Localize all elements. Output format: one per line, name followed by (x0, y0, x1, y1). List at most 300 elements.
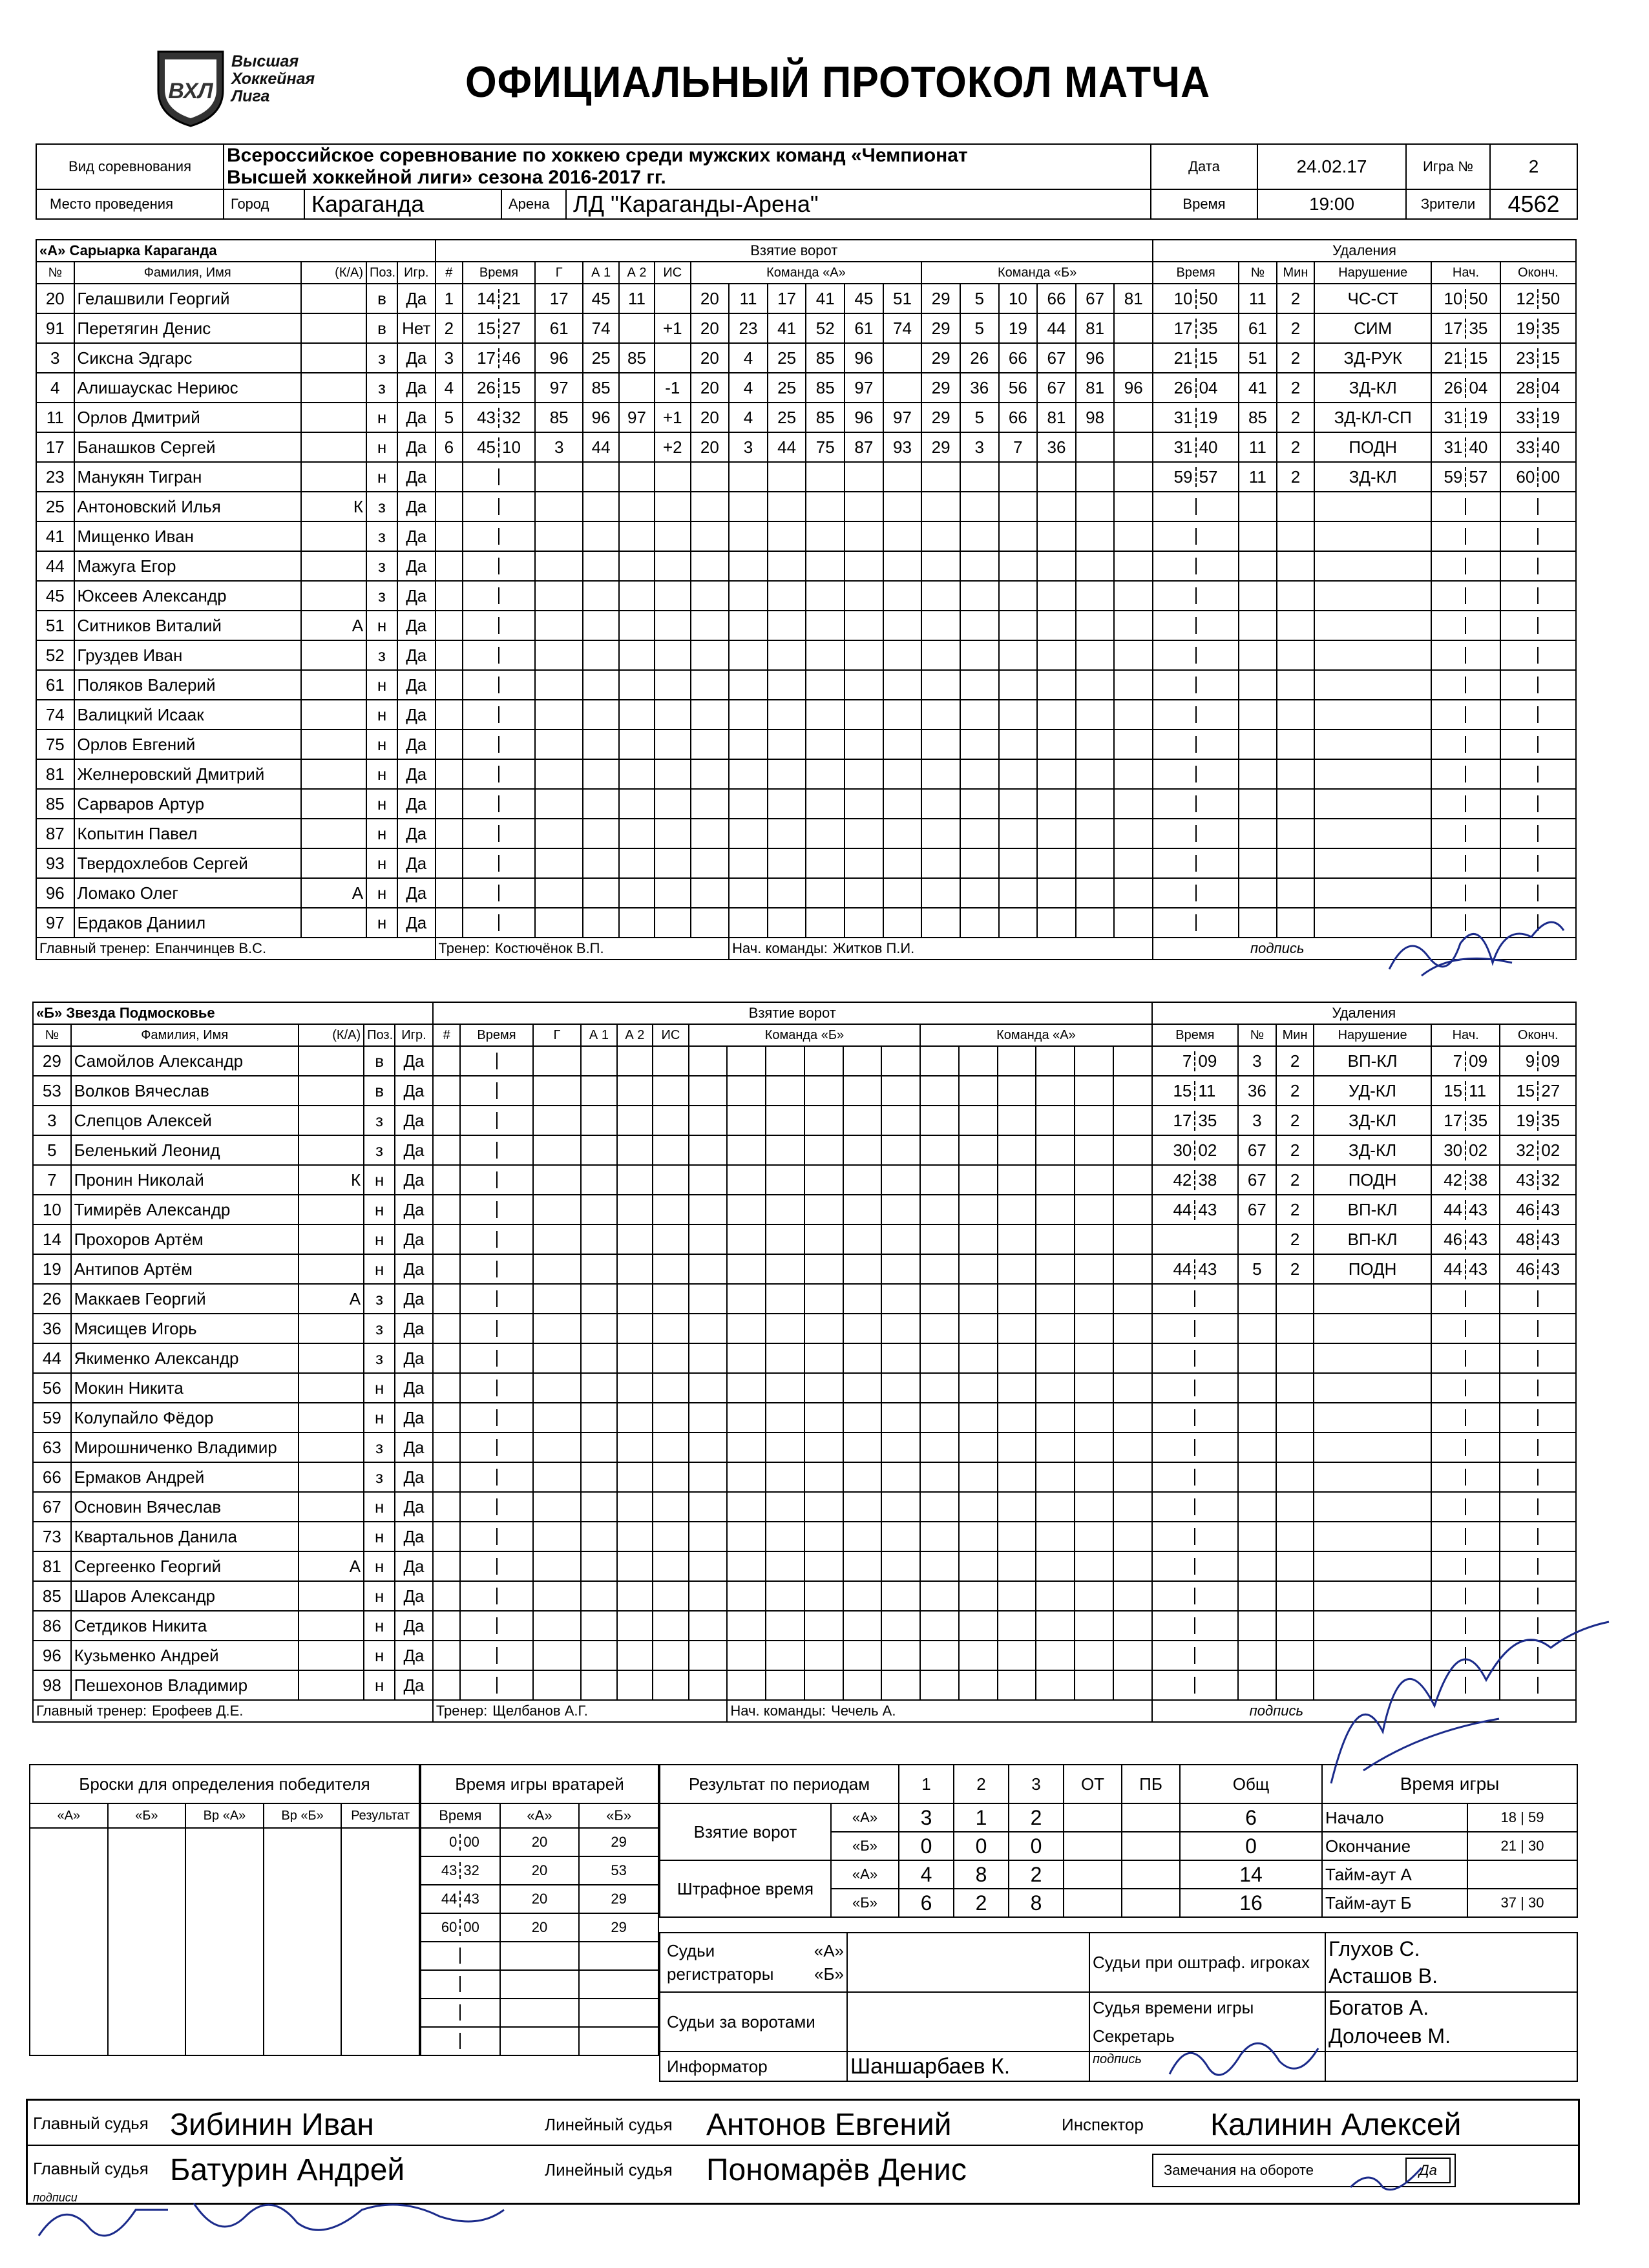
penalty-end (1500, 1046, 1576, 1076)
seconds: 19 (1195, 408, 1239, 428)
on-ice-cell (920, 1492, 959, 1522)
penalty-end (1500, 611, 1576, 640)
on-ice-cell (1113, 1076, 1152, 1106)
penalty-infraction (1314, 700, 1431, 730)
penalty-player: 67 (1238, 1165, 1276, 1195)
player-name: Мирошниченко Владимир (71, 1433, 299, 1462)
on-ice-cell (768, 700, 806, 730)
player-name: Юксеев Александр (74, 581, 301, 611)
goal-cell (583, 670, 618, 700)
player-name: Желнеровский Дмитрий (74, 759, 301, 789)
penalties-header: Удаления (1153, 240, 1576, 262)
on-ice-cell (1076, 640, 1115, 670)
penalty-start (1431, 1165, 1500, 1195)
minutes: 21 (1444, 348, 1463, 368)
goal-cell (533, 1314, 582, 1343)
on-ice-cell (1036, 1106, 1075, 1135)
penalty-start (1431, 343, 1500, 373)
goal-cell (533, 1581, 582, 1611)
player-name: Манукян Тигран (74, 462, 301, 492)
competition-label: Вид соревнования (36, 144, 224, 189)
seconds: 43 (1537, 1259, 1575, 1279)
goalie-row (421, 1828, 658, 1856)
seconds: 04 (1537, 378, 1575, 398)
goal-time (463, 640, 535, 670)
goalie-column-header: Время (421, 1803, 500, 1828)
seconds: 35 (1194, 1111, 1237, 1131)
goal-assist-2: 97 (619, 403, 655, 432)
player-played: Да (397, 581, 436, 611)
penalty-infraction: ЧС-СТ (1314, 284, 1431, 313)
goal-number (433, 1462, 461, 1492)
on-ice-cell (766, 1641, 804, 1670)
penalty-player (1239, 789, 1277, 819)
goal-number (433, 1135, 461, 1165)
on-ice-cell (804, 1522, 843, 1551)
goal-number: 2 (436, 313, 463, 343)
player-position: н (364, 1670, 395, 1700)
player-row (36, 848, 1576, 878)
goal-scorer: 61 (535, 313, 583, 343)
seconds: 15 (498, 378, 534, 398)
on-ice-opponent: 10 (999, 284, 1038, 313)
penalty-player: 67 (1238, 1135, 1276, 1165)
on-ice-cell (843, 1522, 882, 1551)
minutes: 42 (1444, 1170, 1463, 1190)
on-ice-cell (1075, 1581, 1113, 1611)
penalty-end (1500, 1254, 1576, 1284)
goal-cell (653, 1403, 688, 1433)
on-ice-cell (998, 1046, 1036, 1076)
goal-cell (655, 819, 690, 848)
penalty-infraction (1314, 730, 1431, 759)
player-role (299, 1462, 364, 1492)
on-ice-cell (1076, 521, 1115, 551)
penalty-time (1153, 284, 1239, 313)
penalty-time (1153, 373, 1239, 403)
on-ice-cell (727, 1135, 766, 1165)
player-number: 17 (36, 432, 74, 462)
goalie-change-time (421, 1970, 500, 1999)
penalty-minutes (1276, 1462, 1314, 1492)
on-ice-cell (727, 1284, 766, 1314)
on-ice-cell (766, 1462, 804, 1492)
player-played: Да (395, 1046, 433, 1076)
goal-cell (653, 1046, 688, 1076)
penalty-player: 3 (1238, 1046, 1276, 1076)
on-ice-cell (883, 551, 922, 581)
spectators-label: Зрители (1406, 189, 1490, 219)
on-ice-cell (729, 521, 768, 551)
on-ice-cell (845, 908, 883, 938)
minutes: 15 (1516, 1080, 1535, 1100)
penalty-start (1431, 1581, 1500, 1611)
on-ice-cell (843, 1492, 882, 1522)
goal-cell (583, 759, 618, 789)
goalie-a: 20 (500, 1856, 580, 1885)
on-ice-cell (959, 1581, 998, 1611)
goal-cell (535, 848, 583, 878)
minutes: 26 (477, 377, 496, 397)
on-ice-cell (999, 759, 1038, 789)
penalty-player: 5 (1238, 1254, 1276, 1284)
player-row (33, 1611, 1576, 1641)
goal-cell (533, 1433, 582, 1462)
penalty-end (1500, 1433, 1576, 1462)
seconds: 02 (1465, 1140, 1499, 1160)
on-ice-cell (1113, 1343, 1152, 1373)
minutes: 21 (1173, 348, 1193, 368)
on-ice-opponent: 67 (1037, 373, 1076, 403)
goal-time (460, 1284, 532, 1314)
penalty-end (1500, 581, 1576, 611)
player-name: Самойлов Александр (71, 1046, 299, 1076)
coach-name: Костючёнок В.П. (494, 940, 604, 956)
player-position: н (366, 789, 397, 819)
referees-row-1 (28, 2101, 1578, 2146)
on-ice-cell (1076, 848, 1115, 878)
player-name: Поляков Валерий (74, 670, 301, 700)
penalty-infraction (1314, 1284, 1431, 1314)
goal-number: 3 (436, 343, 463, 373)
penalty-end (1500, 700, 1576, 730)
goalie-row (421, 1999, 658, 2027)
period-value (1064, 1832, 1122, 1860)
penalty-player (1239, 581, 1277, 611)
penalty-minutes (1276, 1343, 1314, 1373)
on-ice-cell (804, 1492, 843, 1522)
on-ice-cell (843, 1046, 882, 1076)
on-ice-cell (960, 492, 999, 521)
on-ice-player: 4 (729, 373, 768, 403)
goal-cell (617, 1373, 653, 1403)
on-ice-cell (960, 700, 999, 730)
shootout-cell (108, 1856, 186, 1885)
goal-cell (583, 700, 618, 730)
goal-time (460, 1254, 532, 1284)
minutes: 26 (1444, 377, 1463, 397)
shootout-column-header: Результат (341, 1803, 419, 1828)
seconds: 11 (1465, 1081, 1499, 1101)
on-ice-cell (691, 581, 730, 611)
period-column-header: 2 (954, 1765, 1009, 1803)
penalty-player (1239, 848, 1277, 878)
on-ice-cell (845, 730, 883, 759)
goal-number (433, 1641, 461, 1670)
seconds: 00 (459, 1834, 499, 1851)
on-ice-cell (881, 1046, 920, 1076)
on-ice-cell (766, 1254, 804, 1284)
on-ice-player: 20 (691, 313, 730, 343)
on-ice-cell (766, 1224, 804, 1254)
penalty-start (1431, 1611, 1500, 1641)
competition-value (224, 144, 1151, 189)
goal-cell (581, 1195, 616, 1224)
player-number: 44 (33, 1343, 71, 1373)
on-ice-cell (883, 670, 922, 700)
start-min: 18 (1500, 1809, 1517, 1825)
on-ice-cell (1037, 521, 1076, 551)
on-ice-cell (768, 640, 806, 670)
on-ice-cell (920, 1343, 959, 1373)
on-ice-cell (1037, 848, 1076, 878)
player-played: Да (395, 1076, 433, 1106)
goal-cell (581, 1284, 616, 1314)
player-played: Да (395, 1106, 433, 1135)
player-number: 11 (36, 403, 74, 432)
penalty-time (1152, 1165, 1238, 1195)
player-number: 98 (33, 1670, 71, 1700)
team-manager-label: Нач. команды: (732, 940, 828, 956)
shootout-cell (108, 1942, 186, 1970)
penalty-start (1431, 1076, 1500, 1106)
penalty-start (1431, 1106, 1500, 1135)
player-number: 3 (36, 343, 74, 373)
on-ice-cell (959, 1106, 998, 1135)
on-ice-cell (689, 1165, 728, 1195)
penalty-end (1500, 759, 1576, 789)
minutes: 44 (1173, 1259, 1192, 1279)
player-played: Да (395, 1343, 433, 1373)
penalty-minutes (1277, 670, 1315, 700)
seconds: 43 (1537, 1230, 1575, 1250)
goal-number (433, 1165, 461, 1195)
goal-scorer: 96 (535, 343, 583, 373)
on-ice-cell (729, 670, 768, 700)
goal-scorer: 97 (535, 373, 583, 403)
player-row (36, 700, 1576, 730)
on-ice-cell (727, 1076, 766, 1106)
player-row (36, 373, 1576, 403)
head-coach-name: Ерофеев Д.Е. (152, 1703, 244, 1719)
start-value (1467, 1803, 1577, 1832)
section-header-row (36, 240, 1576, 262)
on-ice-cell (845, 848, 883, 878)
goal-cell (533, 1611, 582, 1641)
player-played: Да (397, 432, 436, 462)
penalty-infraction: ЗД-КЛ (1314, 1135, 1431, 1165)
minutes: 17 (1173, 1110, 1192, 1130)
player-role (301, 373, 366, 403)
on-ice-cell (1075, 1403, 1113, 1433)
penalty-time (1152, 1522, 1238, 1551)
time-label: Время (1151, 189, 1257, 219)
goal-cell (655, 908, 690, 938)
penalty-player (1238, 1373, 1276, 1403)
goal-number (436, 611, 463, 640)
on-ice-player: 85 (806, 343, 845, 373)
goals-header: Взятие ворот (436, 240, 1153, 262)
on-ice-cell (689, 1551, 728, 1581)
shootout-cell (264, 1828, 342, 1856)
on-ice-cell (1114, 908, 1153, 938)
penalty-player: 36 (1238, 1076, 1276, 1106)
on-ice-cell (766, 1195, 804, 1224)
player-position: з (366, 551, 397, 581)
period-value (1064, 1860, 1122, 1889)
on-ice-cell (920, 1522, 959, 1551)
on-ice-cell (960, 759, 999, 789)
player-row (33, 1106, 1576, 1135)
goal-time (463, 789, 535, 819)
penalty-start (1431, 1551, 1500, 1581)
penalty-end (1500, 313, 1576, 343)
goal-cell (653, 1641, 688, 1670)
column-header: А 1 (581, 1024, 616, 1046)
penalty-infraction (1314, 1522, 1431, 1551)
goal-cell (617, 1195, 653, 1224)
penalty-player (1239, 908, 1277, 938)
goal-cell (653, 1106, 688, 1135)
on-ice-opponent (1114, 313, 1153, 343)
goal-assist-1: 96 (583, 403, 618, 432)
player-role (301, 670, 366, 700)
on-ice-cell (727, 1522, 766, 1551)
goal-time (463, 819, 535, 848)
seconds: 50 (1195, 289, 1239, 309)
penalty-infraction: ВП-КЛ (1314, 1046, 1431, 1076)
shootout-column-header: Вр «Б» (264, 1803, 342, 1828)
goal-cell (583, 848, 618, 878)
goalie-row (421, 1970, 658, 1999)
on-ice-cell (960, 878, 999, 908)
on-ice-cell (1113, 1581, 1152, 1611)
player-role (301, 403, 366, 432)
on-ice-cell (1036, 1314, 1075, 1343)
goal-cell (619, 521, 655, 551)
on-ice-cell (727, 1046, 766, 1076)
coaches-row (36, 938, 1576, 960)
on-ice-opponent: 98 (1076, 403, 1115, 432)
on-ice-cell (999, 700, 1038, 730)
on-ice-cell (806, 908, 845, 938)
penalty-player (1238, 1670, 1276, 1700)
goal-time (460, 1581, 532, 1611)
on-ice-cell (689, 1641, 728, 1670)
player-name: Мокин Никита (71, 1373, 299, 1403)
minutes: 19 (1516, 1110, 1535, 1130)
game-time-table (1321, 1764, 1578, 1918)
secretary-signature-cell (1325, 2052, 1577, 2081)
column-header: Время (463, 262, 535, 284)
penalty-time (1152, 1106, 1238, 1135)
penalty-infraction (1314, 848, 1431, 878)
player-name: Антоновский Илья (74, 492, 301, 521)
on-ice-cell (883, 730, 922, 759)
goal-time (460, 1076, 532, 1106)
player-role (299, 1195, 364, 1224)
timekeeper-name: Богатов А. (1329, 1996, 1429, 2019)
on-ice-cell (1114, 878, 1153, 908)
penalty-minutes (1277, 759, 1315, 789)
line-ref-label: Линейный судья (545, 2160, 673, 2179)
player-name: Сергеенко Георгий (71, 1551, 299, 1581)
player-played: Да (395, 1492, 433, 1522)
on-ice-cell (999, 819, 1038, 848)
penalty-minutes: 2 (1276, 1106, 1314, 1135)
on-ice-cell (729, 789, 768, 819)
seconds: 35 (1195, 319, 1239, 339)
penalty-start (1431, 1641, 1500, 1670)
league-name-line: Высшая (231, 52, 299, 70)
goal-cell (533, 1195, 582, 1224)
player-role (301, 462, 366, 492)
goal-cell (619, 551, 655, 581)
on-ice-cell (845, 700, 883, 730)
start-sec: 59 (1528, 1809, 1544, 1825)
penalty-start (1431, 1522, 1500, 1551)
on-ice-cell (881, 1254, 920, 1284)
on-ice-cell (883, 908, 922, 938)
on-ice-cell (727, 1343, 766, 1373)
seconds: 50 (1537, 289, 1575, 309)
period-value: 6 (899, 1889, 954, 1917)
on-ice-cell (920, 1165, 959, 1195)
arena-label: Арена (502, 190, 567, 218)
column-header: Команда «Б» (921, 262, 1153, 284)
goal-cell (653, 1254, 688, 1284)
head-coach-label: Главный тренер: (39, 940, 151, 956)
on-ice-cell (883, 700, 922, 730)
shootout-column-header: «А» (30, 1803, 108, 1828)
player-number: 41 (36, 521, 74, 551)
on-ice-opponent: 81 (1037, 403, 1076, 432)
on-ice-cell (921, 670, 960, 700)
venue-label: Место проведения (50, 196, 173, 212)
on-ice-cell (689, 1314, 728, 1343)
player-row (33, 1373, 1576, 1403)
penalty-infraction: ВП-КЛ (1314, 1195, 1431, 1224)
player-position: з (366, 343, 397, 373)
period-value: 1 (954, 1803, 1009, 1832)
on-ice-cell (845, 789, 883, 819)
goal-cell (581, 1641, 616, 1670)
on-ice-opponent: 81 (1076, 373, 1115, 403)
player-played: Да (395, 1522, 433, 1551)
arena-value: ЛД "Караганды-Арена" (573, 191, 819, 217)
on-ice-cell (959, 1314, 998, 1343)
column-header: Игр. (397, 262, 436, 284)
period-value (1122, 1803, 1180, 1832)
on-ice-cell (881, 1106, 920, 1135)
team_a-title: «А» Сарыарка Караганда (36, 240, 436, 262)
league-name-line: Лига (231, 87, 270, 105)
on-ice-cell (920, 1403, 959, 1433)
penalty-start (1431, 1433, 1500, 1462)
player-position: н (364, 1373, 395, 1403)
goal-time (460, 1492, 532, 1522)
goal-number (433, 1314, 461, 1343)
goalie-a (500, 1970, 580, 1999)
on-ice-cell (960, 640, 999, 670)
goal-cell (655, 848, 690, 878)
player-position: н (364, 1611, 395, 1641)
goal-time (463, 611, 535, 640)
goal-cell (535, 551, 583, 581)
on-ice-cell (1036, 1195, 1075, 1224)
goal-cell (583, 819, 618, 848)
goal-cell (617, 1403, 653, 1433)
on-ice-cell (691, 640, 730, 670)
goal-cell (617, 1135, 653, 1165)
on-ice-cell (806, 611, 845, 640)
on-ice-cell (960, 611, 999, 640)
goal-number (433, 1343, 461, 1373)
penalty-time (1153, 730, 1239, 759)
on-ice-cell (768, 789, 806, 819)
penalty-start (1431, 908, 1500, 938)
player-position: з (366, 373, 397, 403)
